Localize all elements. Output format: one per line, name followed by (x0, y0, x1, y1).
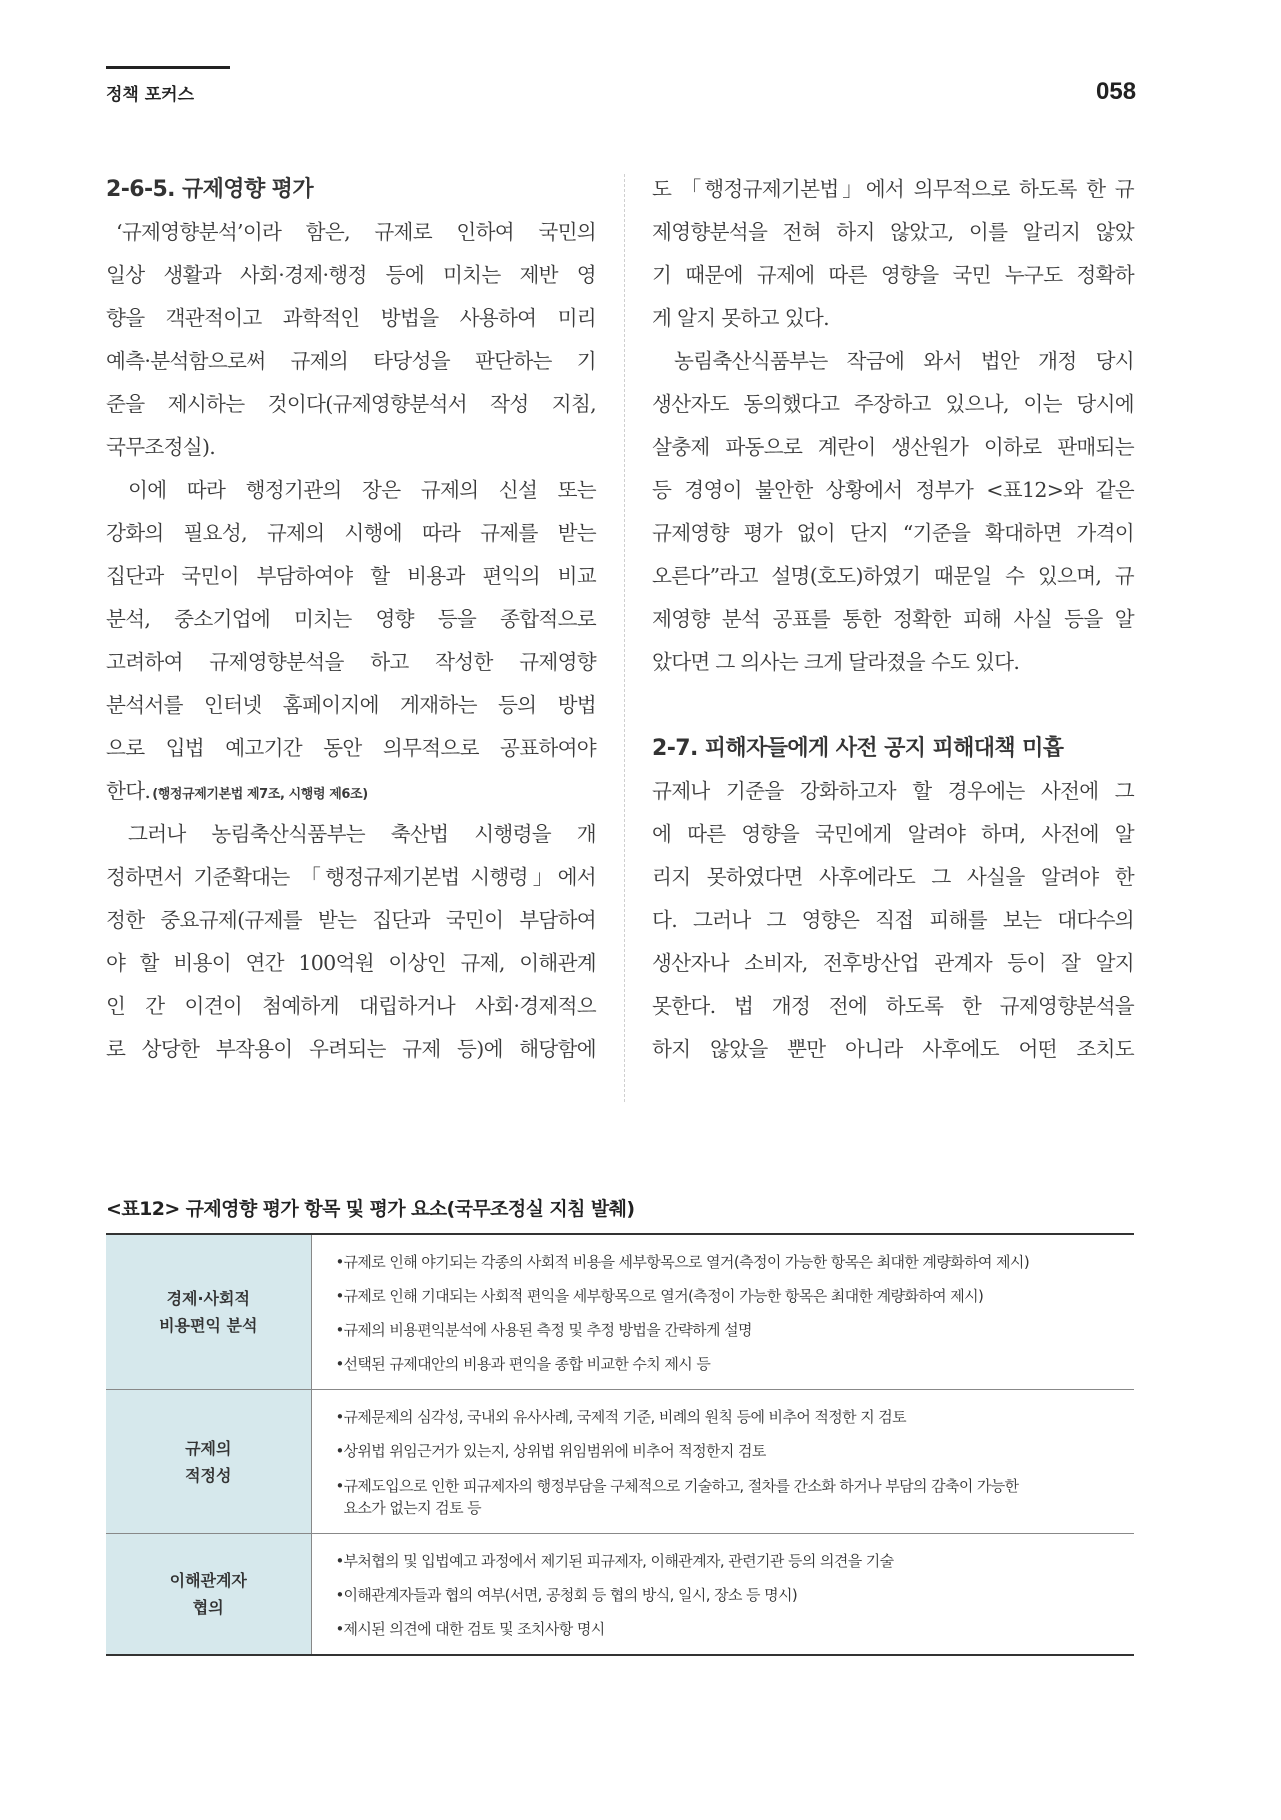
text-line: 오른다”라고 설명(호도)하였기 때문일 수 있으며, 규 (652, 564, 1134, 588)
text-line: 이에 따라 행정기관의 장은 규제의 신설 또는 (128, 478, 596, 502)
bullet-icon: • (335, 1552, 344, 1570)
list-item (336, 1347, 1135, 1381)
text-line: 분석서를 인터넷 홈페이지에 게재하는 등의 방법 (106, 693, 596, 717)
table-row (106, 1390, 1134, 1534)
list-item (336, 1434, 1135, 1468)
left-column (106, 168, 596, 1071)
text-line: 강화의 필요성, 규제의 시행에 따라 규제를 받는 (106, 521, 596, 545)
paragraph-notification (652, 770, 1134, 1071)
text-line: 집단과 국민이 부담하여야 할 비용과 편익의 비교 (106, 564, 596, 588)
text-line: 일상 생활과 사회·경제·행정 등에 미치는 제반 영 (106, 263, 596, 287)
paragraph-consent-claim (652, 340, 1134, 684)
text-line: 준을 제시하는 것이다(규제영향분석서 작성 지침, (106, 392, 596, 416)
item-text: 부처협의 및 입법예고 과정에서 제기된 피규제자, 이해관계자, 관련기관 등의 의견을 기술 (343, 1552, 894, 1570)
text-line: 정한 중요규제(규제를 받는 집단과 국민이 부담하여 (106, 908, 596, 932)
text-line: 정하면서 기준확대는 「행정규제기본법 시행령」에서 (106, 865, 596, 889)
header-rule (106, 66, 230, 69)
text-line: 인 간 이견이 첨예하게 대립하거나 사회·경제적으 (106, 994, 596, 1018)
text-line: 생산자나 소비자, 전후방산업 관계자 등이 잘 알지 (652, 951, 1134, 975)
section-label: 정책 포커스 (106, 85, 195, 105)
text-line: 도 「행정규제기본법」에서 의무적으로 하도록 한 규 (652, 177, 1134, 201)
items-cell (311, 1390, 1134, 1534)
category-cell (106, 1390, 311, 1534)
category-label: 비용편익 분석 (159, 1316, 258, 1335)
bullet-icon: • (335, 1442, 344, 1460)
text-line: 향을 객관적이고 과학적인 방법을 사용하여 미리 (106, 306, 596, 330)
list-item (336, 1612, 1135, 1646)
text-line: 살충제 파동으로 계란이 생산원가 이하로 판매되는 (652, 435, 1134, 459)
category-label: 이해관계자 (169, 1571, 247, 1590)
category-cell (106, 1534, 311, 1656)
paragraph-ministry (106, 813, 596, 1071)
right-column (652, 168, 1134, 1071)
category-label: 규제의 (185, 1438, 232, 1458)
text-line: 그러나 농림축산식품부는 축산법 시행령을 개 (128, 822, 596, 846)
evaluation-table (106, 1233, 1134, 1656)
bullet-icon: • (335, 1586, 344, 1604)
text-line: 예측·분석함으로써 규제의 타당성을 판단하는 기 (106, 349, 596, 373)
item-text: 제시된 의견에 대한 검토 및 조치사항 명시 (343, 1620, 605, 1638)
bullet-icon: • (335, 1620, 344, 1638)
text-line: 고려하여 규제영향분석을 하고 작성한 규제영향 (106, 650, 596, 674)
bullet-icon: • (335, 1355, 344, 1373)
list-item (336, 1468, 1135, 1525)
text-line: 로 상당한 부작용이 우려되는 규제 등)에 해당함에 (106, 1037, 596, 1061)
text-line: 제영향분석을 전혀 하지 않았고, 이를 알리지 않았 (652, 220, 1134, 244)
item-text: 규제도입으로 인한 피규제자의 행정부담을 구체적으로 기술하고, 절차를 간소화 하거나 부담의 감축이 가능한 (343, 1477, 1019, 1495)
table-title: <표12> 규제영향 평가 항목 및 평가 요소(국무조정실 지침 발췌) (106, 1198, 635, 1220)
list-item (336, 1578, 1135, 1612)
text-line: 리지 못하였다면 사후에라도 그 사실을 알려야 한 (652, 865, 1134, 889)
category-label: 경제·사회적 (166, 1289, 250, 1308)
list-item (336, 1245, 1135, 1279)
item-text-continuation: 요소가 없는지 검토 등 (343, 1499, 482, 1517)
text-line: 규제나 기준을 강화하고자 할 경우에는 사전에 그 (652, 779, 1134, 803)
item-text: 규제의 비용편익분석에 사용된 측정 및 추정 방법을 간략하게 설명 (343, 1321, 752, 1339)
text-line (106, 770, 596, 813)
text-line: 야 할 비용이 연간 100억원 이상인 규제, 이해관계 (106, 951, 596, 975)
item-text: 규제로 인해 야기되는 각종의 사회적 비용을 세부항목으로 열거(측정이 가능한 항목은 최대한 계량화하여 제시) (343, 1253, 1030, 1271)
text-line: 분석, 중소기업에 미치는 영향 등을 종합적으로 (106, 607, 596, 631)
bullet-icon: • (335, 1477, 344, 1495)
text-line: 농림축산식품부는 작금에 와서 법안 개정 당시 (674, 349, 1134, 373)
item-text: 이해관계자들과 협의 여부(서면, 공청회 등 협의 방식, 일시, 장소 등 명시) (343, 1586, 798, 1604)
table-row (106, 1234, 1134, 1390)
paragraph-continuation (652, 168, 1134, 340)
text-line: 기 때문에 규제에 따른 영향을 국민 누구도 정확하 (652, 263, 1134, 287)
legal-citation: (행정규제기본법 제7조, 시행령 제6조) (152, 787, 368, 802)
item-text: 선택된 규제대안의 비용과 편익을 종합 비교한 수치 제시 등 (343, 1355, 711, 1373)
text-line: 다. 그러나 그 영향은 직접 피해를 보는 대다수의 (652, 908, 1134, 932)
text-line: 았다면 그 의사는 크게 달라졌을 수도 있다. (652, 650, 1020, 674)
text-line: 게 알지 못하고 있다. (652, 306, 829, 330)
items-cell (311, 1534, 1134, 1656)
text-line: 국무조정실). (106, 435, 216, 459)
bullet-icon: • (335, 1287, 344, 1305)
text-line: 하지 않았을 뿐만 아니라 사후에도 어떤 조치도 (652, 1037, 1134, 1061)
text-line: 규제영향 평가 없이 단지 “기준을 확대하면 가격이 (652, 521, 1134, 545)
text-line: ‘규제영향분석’이라 함은, 규제로 인하여 국민의 (116, 220, 596, 244)
text-line: 으로 입법 예고기간 동안 의무적으로 공표하여야 (106, 736, 596, 760)
text-line: 못한다. 법 개정 전에 하도록 한 규제영향분석을 (652, 994, 1134, 1018)
text-line: 제영향 분석 공표를 통한 정확한 피해 사실 등을 알 (652, 607, 1134, 631)
category-cell (106, 1234, 311, 1390)
list-item (336, 1313, 1135, 1347)
paragraph-gap (652, 684, 1134, 727)
category-label: 협의 (192, 1598, 224, 1617)
list-item (336, 1400, 1135, 1434)
list-item (336, 1544, 1135, 1578)
list-item (336, 1279, 1135, 1313)
page-number: 058 (1096, 78, 1137, 105)
section-heading-2-6-5: 2-6-5. 규제영향 평가 (106, 177, 313, 202)
item-text: 규제문제의 심각성, 국내외 유사사례, 국제적 기준, 비례의 원칙 등에 비추어 적정한 지 검토 (343, 1408, 907, 1426)
text-line: 등 경영이 불안한 상황에서 정부가 <표12>와 같은 (652, 478, 1134, 502)
paragraph-definition (106, 211, 596, 469)
text-line: 생산자도 동의했다고 주장하고 있으나, 이는 당시에 (652, 392, 1134, 416)
column-divider (624, 174, 625, 1102)
bullet-icon: • (335, 1321, 344, 1339)
text-line: 에 따른 영향을 국민에게 알려야 하며, 사전에 알 (652, 822, 1134, 846)
item-text: 규제로 인해 기대되는 사회적 편익을 세부항목으로 열거(측정이 가능한 항목은 최대한 계량화하여 제시) (343, 1287, 984, 1305)
category-label: 적정성 (185, 1465, 232, 1485)
text-fragment: 한다. (106, 779, 151, 803)
items-cell (311, 1234, 1134, 1390)
bullet-icon: • (335, 1408, 344, 1426)
table-row (106, 1534, 1134, 1656)
paragraph-obligation (106, 469, 596, 813)
bullet-icon: • (335, 1253, 344, 1271)
item-text: 상위법 위임근거가 있는지, 상위법 위임범위에 비추어 적정한지 검토 (343, 1442, 766, 1460)
section-heading-2-7: 2-7. 피해자들에게 사전 공지 피해대책 미흡 (652, 736, 1064, 761)
